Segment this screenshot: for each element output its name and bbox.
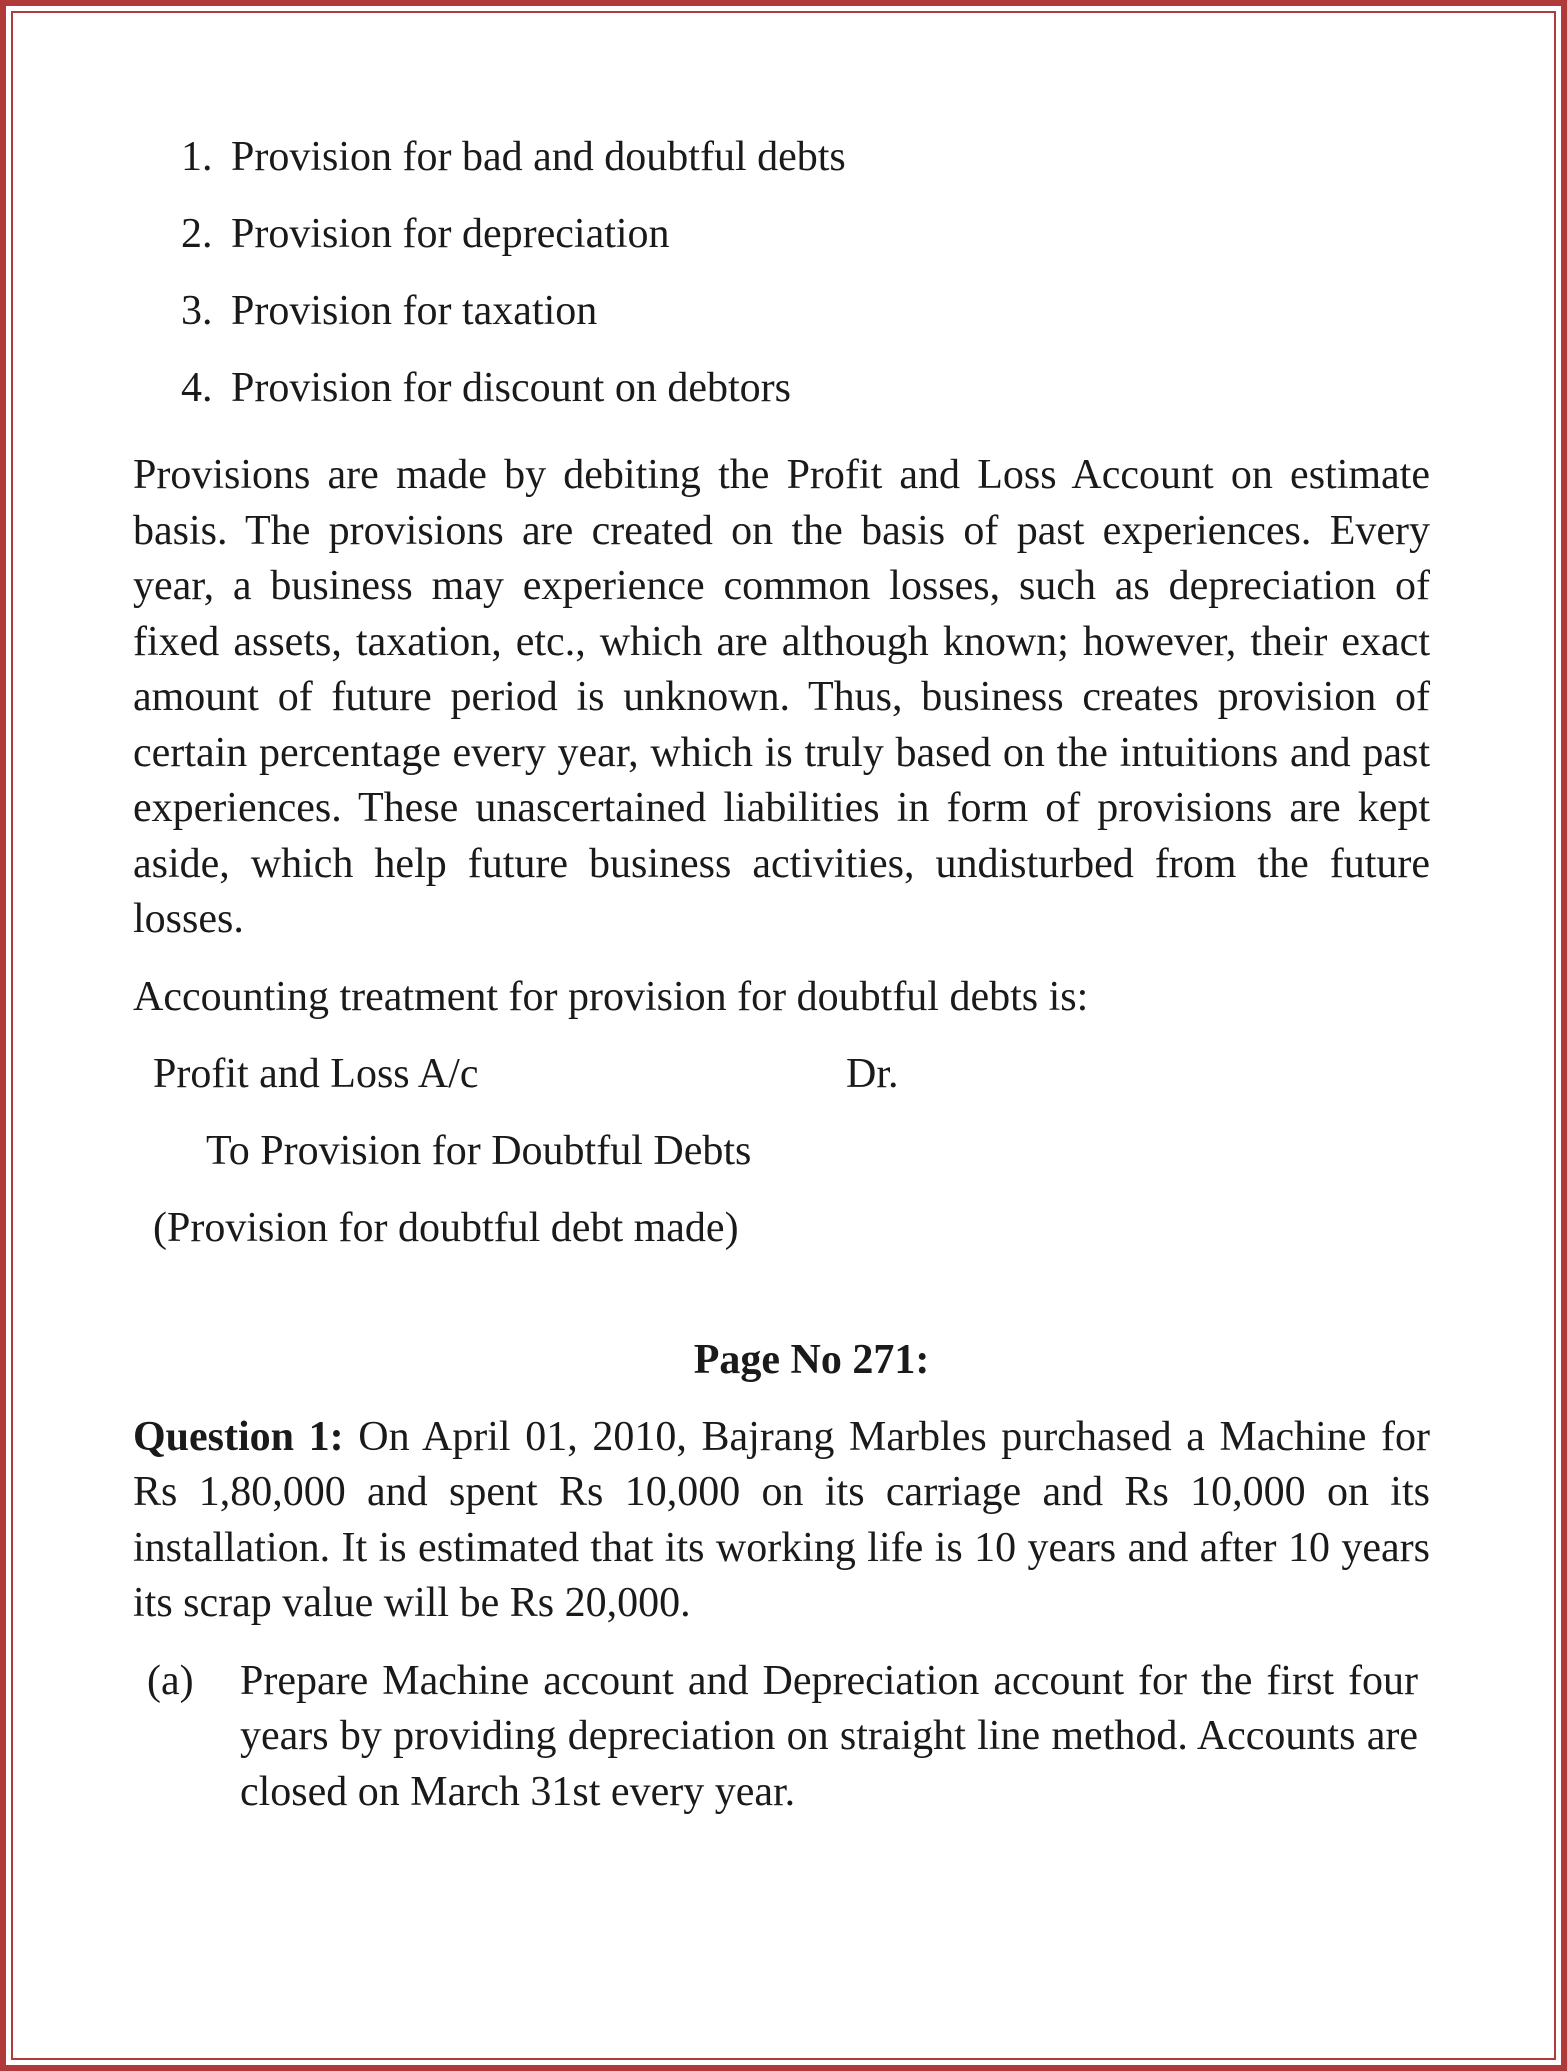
journal-credit-line (206, 1124, 1430, 1201)
debit-account: Profit and Loss A/c (153, 1050, 479, 1097)
journal-narration (153, 1201, 1430, 1278)
list-item-text: Provision for depreciation (231, 211, 670, 257)
sub-question (147, 1654, 1430, 1821)
list-item-number: 4. (181, 365, 213, 411)
sub-question-label: (a) (147, 1657, 194, 1704)
list-item (181, 130, 1430, 207)
question-label: Question 1: (133, 1413, 344, 1460)
list-item-text: Provision for bad and doubtful debts (231, 134, 846, 180)
list-item-text: Provision for taxation (231, 288, 598, 334)
journal-debit-line (153, 1047, 1430, 1124)
accounting-intro: Accounting treatment for provision for doubtful debts is: (133, 973, 1089, 1020)
page-heading: Page No 271: (693, 1336, 930, 1383)
document-content (133, 130, 1430, 1820)
list-item-number: 2. (181, 211, 213, 257)
list-item-number: 1. (181, 134, 213, 180)
debit-marker: Dr. (846, 1050, 899, 1097)
list-item-text: Provision for discount on debtors (231, 365, 791, 411)
narration-text: (Provision for doubtful debt made) (153, 1204, 739, 1251)
provisions-list (181, 130, 1430, 438)
list-item-number: 3. (181, 288, 213, 334)
credit-account: To Provision for Doubtful Debts (206, 1127, 752, 1174)
question-paragraph (133, 1410, 1430, 1632)
provisions-paragraph: Provisions are made by debiting the Profit and Loss Account on estimate basis. The provisions are created on the basis of past experiences. Every year, a business may experience common losses, such as depreciation of fixed assets, taxation, etc., which are although known; however, their exact amount of future period is unknown. Thus, business creates provision of certain percentage every year, which is truly based on the intuitions and past experiences. These unascertained liabilities in form of provisions are kept aside, which help future business activities, undisturbed from the future losses. (133, 452, 1430, 942)
list-item (181, 207, 1430, 284)
list-item (181, 361, 1430, 438)
sub-question-text: Prepare Machine account and Depreciation account for the first four years by providing depreciation on straight line method. Accounts are closed on March 31st every year. (240, 1657, 1418, 1815)
question-text: On April 01, 2010, Bajrang Marbles purchased a Machine for Rs 1,80,000 and spent Rs 10,000 on its carriage and Rs 10,000 on its installation. It is estimated that its working life is 10 years and after 10 years its scrap value will be Rs 20,000. (133, 1413, 1431, 1626)
list-item (181, 284, 1430, 361)
